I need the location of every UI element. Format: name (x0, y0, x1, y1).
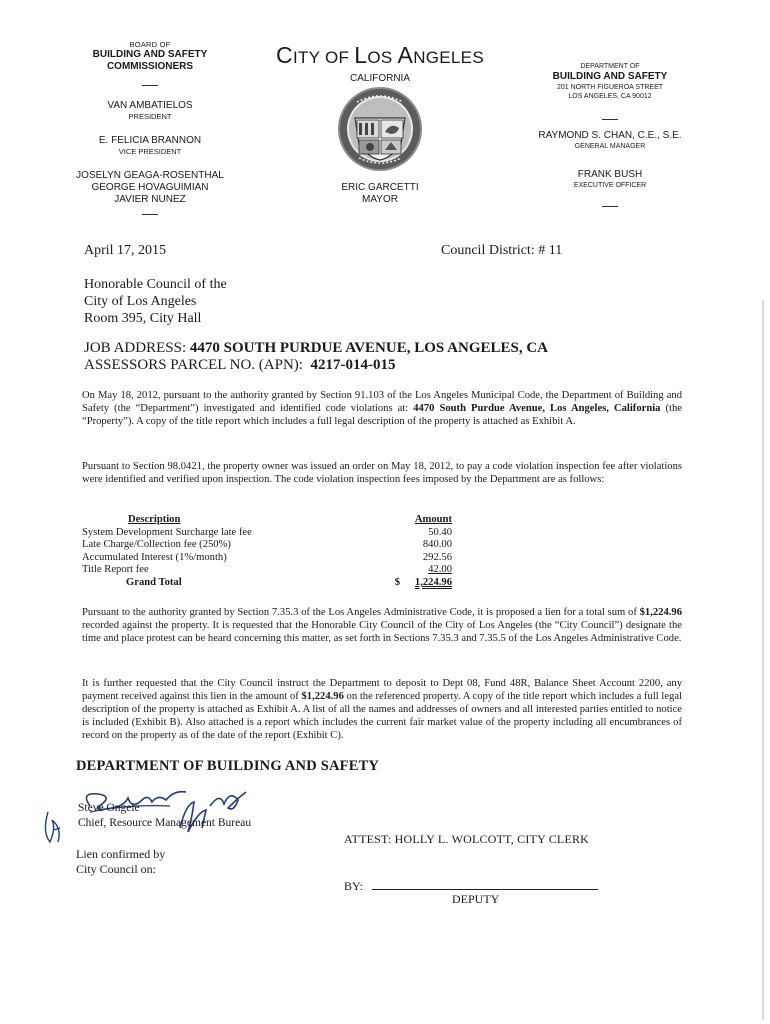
fee-row: Accumulated Interest (1%/month) 292.56 (82, 551, 452, 563)
department-address-2: LOS ANGELES, CA 90012 (568, 93, 652, 100)
executive-officer-title: EXECUTIVE OFFICER (573, 182, 647, 189)
board-commissioners-block (60, 40, 240, 229)
president-title: PRESIDENT (128, 112, 172, 121)
mayor-title: MAYOR (362, 194, 398, 205)
commissioner-name: GEORGE HOVAGUIMIAN (91, 182, 209, 193)
president-name: VAN AMBATIELOS (107, 100, 193, 111)
job-address: 4470 SOUTH PURDUE AVENUE, LOS ANGELES, CA (189, 340, 549, 356)
board-name-2: COMMISSIONERS (106, 61, 194, 72)
fee-row: Late Charge/Collection fee (250%) 840.00 (82, 539, 452, 551)
paragraph-deposit-request: It is further requested that the City Council instruct the Department to deposit to Dept 08, Fund 48R, Balance Sheet Account 2200, any payment received against this lien in the amount of $1,224.96 on the referenced property. A copy of the title report which includes a full legal description of the property is attached as Exhibit A. A list of all the names and addresses of owners and all interested parties entitled to notice is included (Exhibit B). Also attached is a report which includes the current fair market value of the property including all encumbrances of record on the property as of the date of the report (Exhibit C). (82, 678, 682, 741)
department-of-label: DEPARTMENT OF (580, 63, 640, 70)
city-seal-icon (337, 86, 423, 172)
executive-officer-name: FRANK BUSH (577, 169, 643, 180)
city-title: CITY OF LOS ANGELES (276, 42, 484, 68)
fee-total-row (82, 577, 452, 590)
description-header: Description (128, 514, 181, 525)
deputy-signature-line (372, 889, 598, 890)
signer-title: Chief, Resource Management Bureau (78, 817, 252, 829)
currency-symbol: $ (394, 576, 400, 588)
fee-row: System Development Surcharge late fee 50.40 (82, 526, 452, 538)
mayor-block (300, 182, 460, 206)
attest-line: ATTEST: HOLLY L. WOLCOTT, CITY CLERK (344, 832, 590, 846)
vice-president-name: E. FELICIA BRANNON (98, 135, 202, 146)
vice-president-title: VICE PRESIDENT (118, 147, 182, 156)
grand-total-label: Grand Total (126, 576, 182, 588)
addressee-line: Room 395, City Hall (84, 311, 202, 326)
paragraph-investigation: On May 18, 2012, pursuant to the authority granted by Section 91.103 of the Los Angeles Municipal Code, the Department of Building and Safety (the “Department”) investigated and identified code violations at: 4470 South Purdue Avenue, Los Angeles, California (the “Property”). A copy of the title report which includes a full legal description of the property is attached as Exhibit A. (82, 390, 682, 427)
grand-total-amount: 1,224.96 (414, 576, 452, 588)
general-manager-title: GENERAL MANAGER (574, 143, 646, 150)
council-district: Council District: # 11 (441, 243, 563, 258)
apn-line: ASSESSORS PARCEL NO. (APN): 4217-014-015 (84, 357, 396, 373)
divider (602, 206, 618, 207)
divider (142, 214, 158, 215)
addressee-block (84, 276, 227, 327)
paragraph-lien-proposal: Pursuant to the authority granted by Section 7.35.3 of the Los Angeles Administrative Code, it is proposed a lien for a total sum of $1,224.96 recorded against the property. It is requested that the Honorable City Council of the City of Los Angeles (the “City Council”) designate the time and place protest can be heard concerning this matter, as set forth in Sections 7.35.3 and 7.35.5 of the Los Angeles Administrative Code. (82, 607, 682, 644)
board-name: BUILDING AND SAFETY (92, 49, 208, 60)
fee-row: Title Report fee 42.00 (82, 564, 452, 576)
by-label: BY: (344, 879, 363, 893)
commissioner-name: JOSELYN GEAGA-ROSENTHAL (76, 170, 224, 181)
fee-table-header (82, 514, 452, 527)
job-address-line: JOB ADDRESS: 4470 SOUTH PURDUE AVENUE, LOS ANGELES, CA (84, 340, 549, 356)
mayor-name: ERIC GARCETTI (341, 182, 419, 193)
city-header (250, 42, 510, 84)
lien-confirmation: Lien confirmed by City Council on: (76, 847, 166, 876)
divider (602, 119, 618, 120)
department-name: BUILDING AND SAFETY (552, 71, 668, 82)
commissioner-name: JAVIER NUNEZ (114, 194, 186, 205)
signer-name: Steve Ongele (78, 802, 140, 814)
department-address-1: 201 NORTH FIGUEROA STREET (556, 84, 664, 91)
state-label: CALIFORNIA (349, 73, 410, 84)
page-edge-shadow (762, 300, 764, 1020)
signer-block (78, 801, 251, 831)
addressee-line: Honorable Council of the (84, 277, 227, 292)
department-signature-heading: DEPARTMENT OF BUILDING AND SAFETY (76, 758, 380, 774)
letter-date: April 17, 2015 (84, 243, 167, 258)
department-block (520, 62, 700, 221)
divider (142, 85, 158, 86)
general-manager-name: RAYMOND S. CHAN, C.E., S.E. (538, 130, 682, 141)
job-address-block (84, 340, 548, 374)
apn-number: 4217-014-015 (310, 357, 396, 373)
amount-header: Amount (414, 514, 452, 525)
paragraph-fees-intro: Pursuant to Section 98.0421, the property owner was issued an order on May 18, 2012, to pay a code violation inspection fee after violations were identified and verified upon inspection. The code violation inspection fees imposed by the Department are as follows: (82, 461, 682, 485)
board-of-label: BOARD OF (129, 40, 171, 49)
fee-table (82, 514, 452, 590)
deputy-label: DEPUTY (452, 892, 500, 906)
addressee-line: City of Los Angeles (84, 294, 197, 309)
